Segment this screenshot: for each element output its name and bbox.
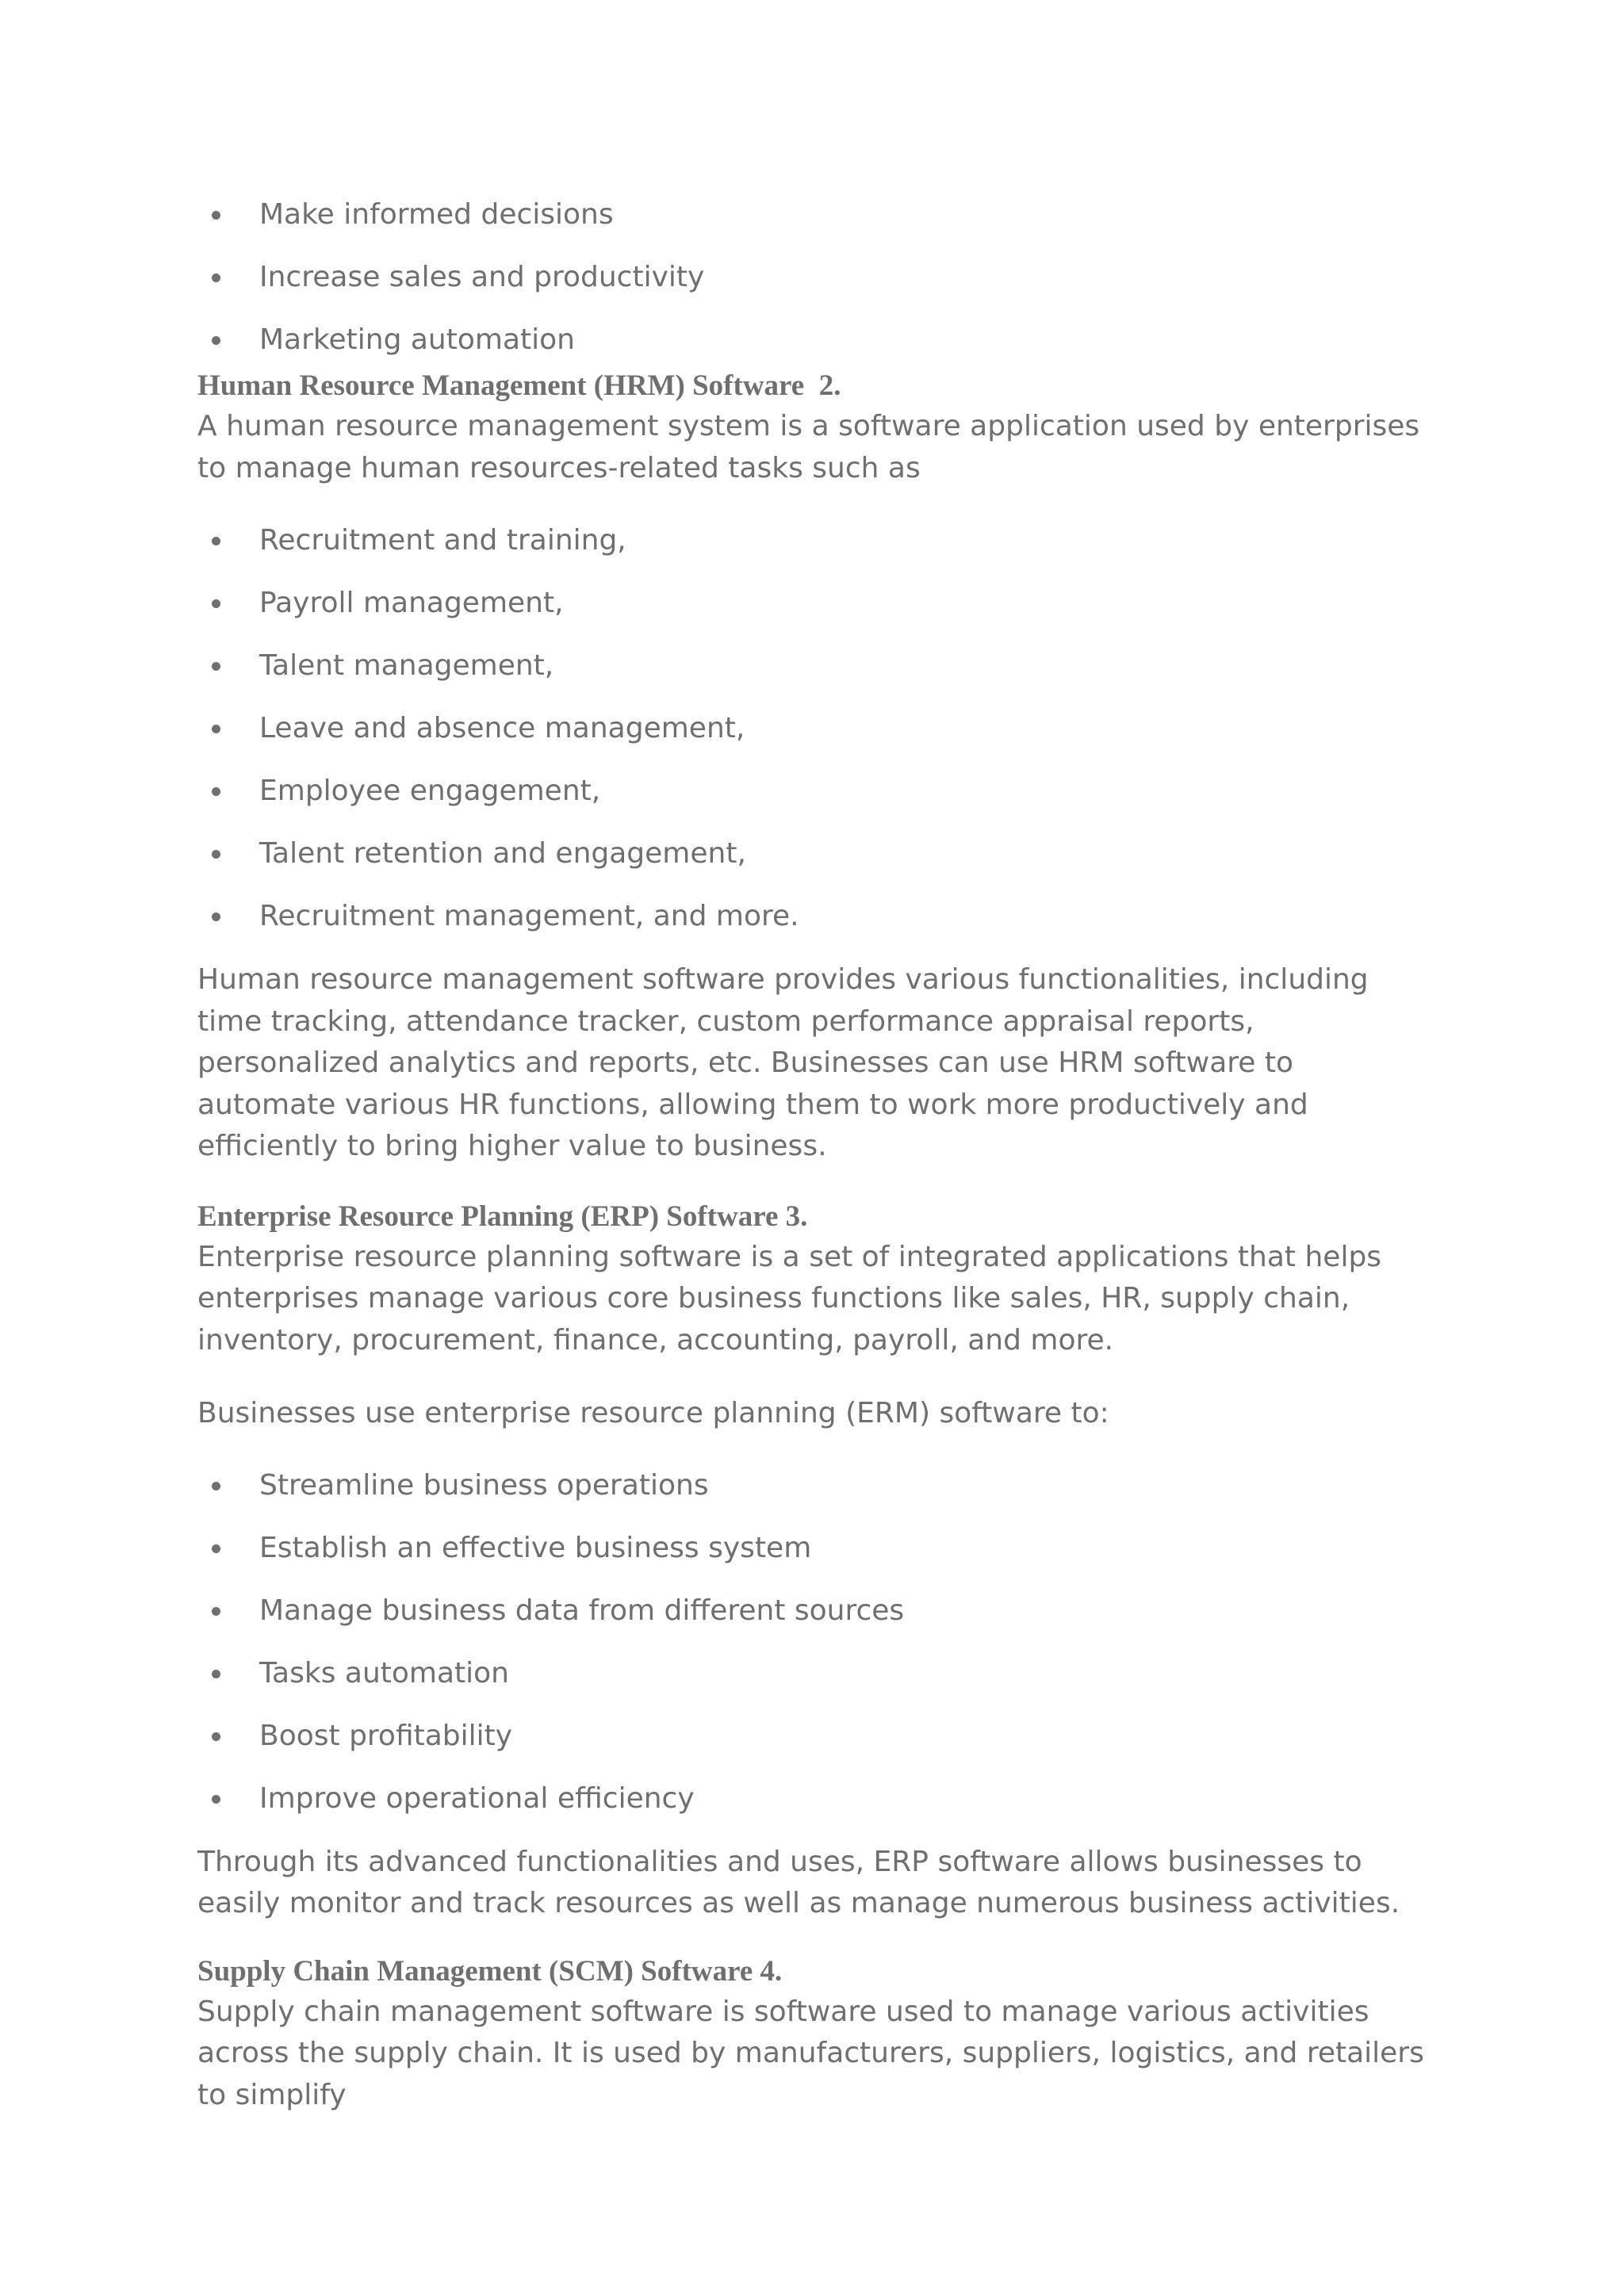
bullet-icon [212,1544,220,1553]
section-heading-hrm: Human Resource Management (HRM) Software 2. [197,369,841,402]
bullet-icon [212,787,220,796]
bullet-icon [212,1607,220,1616]
list-item [197,320,1434,361]
list-item-text: Recruitment and training, [259,524,626,557]
bullet-icon [212,599,220,608]
erp-intro-paragraph: Enterprise resource planning software is a set of integrated applications that helps enterprises manage various core business functions like sales, HR, supply chain, inventory, procurement, finance, accounting, payroll, and more. [197,1240,1382,1357]
list-item [197,257,1434,320]
bullet-icon [212,1795,220,1804]
section-heading-erp: Enterprise Resource Planning (ERP) Software 3. [197,1200,808,1233]
list-item-text: Boost profitability [259,1719,513,1752]
list-item [197,708,1434,771]
list-item-text: Streamline business operations [259,1468,709,1502]
section-heading-scm: Supply Chain Management (SCM) Software 4. [197,1954,783,1988]
erp-closing-paragraph: Through its advanced functionalities and uses, ERP software allows businesses to easily monitor and track resources as well as manage numerous business activities. [197,1845,1400,1919]
bullet-icon [212,850,220,859]
list-item [197,1653,1434,1716]
list-item-text: Make informed decisions [259,198,614,231]
hrm-body-paragraph: Human resource management software provides various functionalities, including time tracking, attendance tracker, custom performance appraisal reports, personalized analytics and reports, etc. Businesses can use HRM software to automate various HR functions, allowing them to work more productively and efficiently to bring higher value to business. [197,963,1369,1162]
erp-uses-paragraph: Businesses use enterprise resource planning (ERM) software to: [197,1397,1109,1429]
list-item [197,896,1434,959]
list-item-text: Establish an effective business system [259,1531,812,1564]
list-item [197,833,1434,896]
bullet-icon [212,662,220,671]
hrm-task-list [197,520,1434,959]
list-item [197,1465,1434,1528]
bullet-icon [212,1482,220,1490]
hrm-intro-paragraph: A human resource management system is a software application used by enterprises to manage human resources-related tasks such as [197,410,1420,484]
bullet-icon [212,537,220,545]
bullet-icon [212,1732,220,1741]
list-item [197,1778,1434,1841]
list-item-text: Talent retention and engagement, [259,837,746,870]
list-item [197,1528,1434,1590]
intro-bullet-list [197,194,1434,361]
list-item-text: Recruitment management, and more. [259,900,799,932]
bullet-icon [212,274,220,282]
list-item [197,520,1434,583]
list-item [197,645,1434,708]
bullet-icon [212,913,220,921]
list-item-text: Increase sales and productivity [259,261,705,293]
list-item [197,1590,1434,1653]
erp-benefit-list [197,1465,1434,1841]
list-item-text: Tasks automation [259,1656,509,1689]
list-item-text: Leave and absence management, [259,712,745,744]
list-item [197,1716,1434,1778]
bullet-icon [212,336,220,345]
list-item-text: Manage business data from different sources [259,1594,905,1627]
document-content [197,194,1434,2116]
list-item-text: Employee engagement, [259,775,601,807]
list-item-text: Payroll management, [259,587,564,619]
list-item-text: Marketing automation [259,323,575,356]
bullet-icon [212,725,220,733]
list-item-text: Improve operational efficiency [259,1781,695,1815]
list-item [197,194,1434,257]
list-item-text: Talent management, [259,649,554,682]
scm-intro-paragraph: Supply chain management software is software used to manage various activities across the supply chain. It is used by manufacturers, suppliers, logistics, and retailers to simplify [197,1995,1424,2111]
bullet-icon [212,1670,220,1678]
bullet-icon [212,211,220,220]
list-item [197,771,1434,833]
list-item [197,583,1434,645]
